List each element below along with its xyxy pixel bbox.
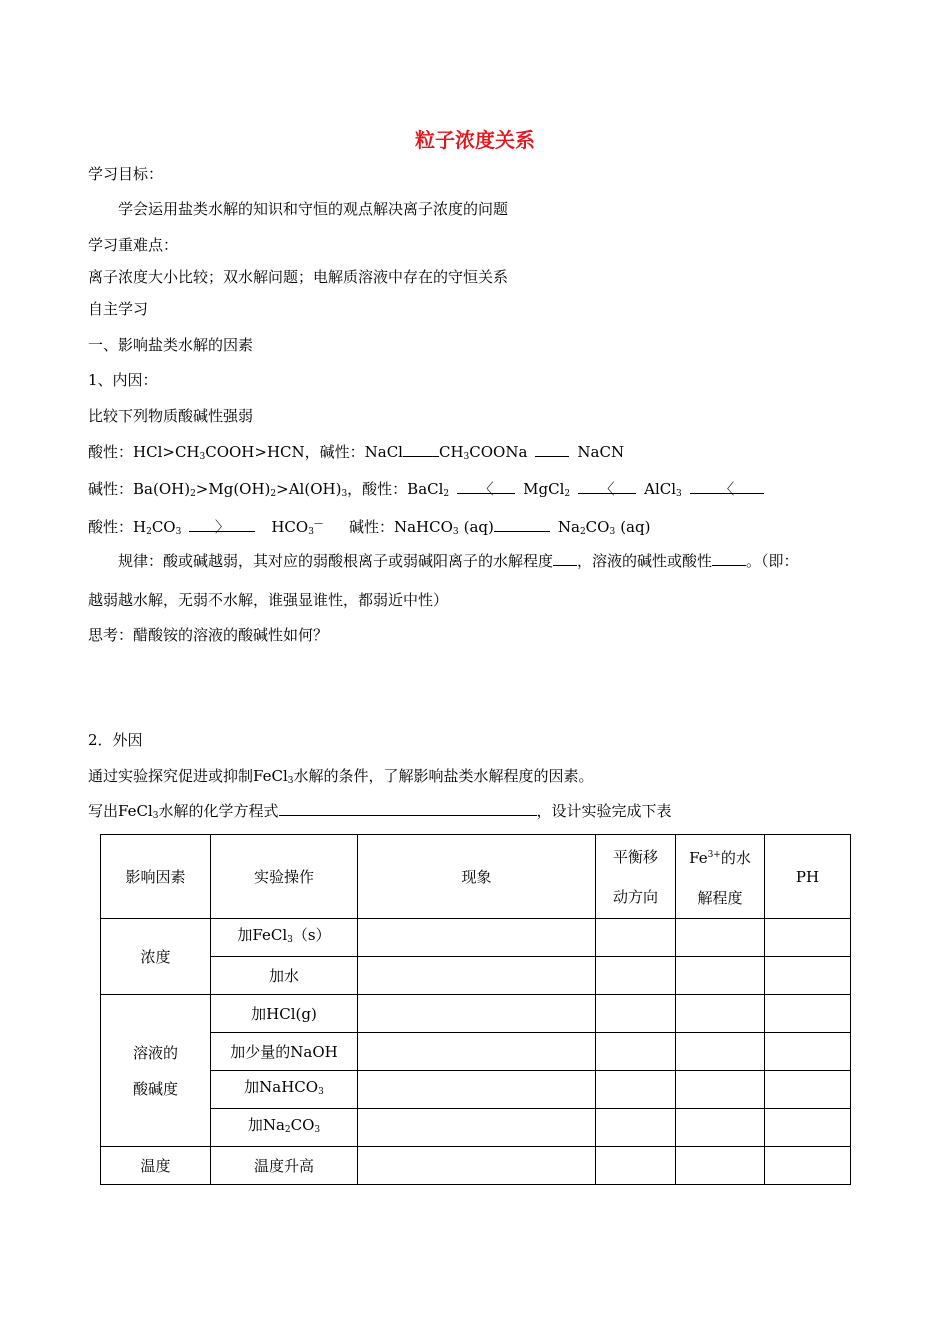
cell-ph[interactable] — [765, 919, 851, 957]
acid-order-line: 酸性：$HCl>CH_3COOH>HCN$，碱性：NaCl $CH_3COONa$ NaCN — [88, 443, 625, 462]
cell-ph[interactable] — [765, 957, 851, 995]
cell-ph[interactable] — [765, 1147, 851, 1185]
header-shift: 平衡移 动方向 — [596, 835, 676, 919]
blank-1[interactable] — [403, 442, 439, 457]
table-row — [101, 957, 851, 995]
self-study-heading: 自主学习 — [88, 300, 149, 318]
blank-2[interactable] — [535, 442, 569, 457]
blank-7[interactable] — [494, 517, 550, 532]
header-fe-hydrolysis: $Fe^{3+}$的水 解程度 — [676, 835, 765, 919]
group-concentration: 浓度 — [101, 919, 211, 995]
cell-degree[interactable] — [676, 995, 765, 1033]
group-acidity: 溶液的 酸碱度 — [101, 995, 211, 1147]
table-row — [101, 919, 851, 957]
cell-degree[interactable] — [676, 919, 765, 957]
experiment-table — [100, 834, 851, 1185]
section-1-heading: 一、影响盐类水解的因素 — [88, 336, 254, 354]
blank-5[interactable]: 〈 — [690, 479, 764, 494]
op-add-hcl: 加HCl(g) — [211, 995, 358, 1033]
cell-degree[interactable] — [676, 1071, 765, 1109]
header-phenomenon: 现象 — [358, 835, 596, 919]
cell-shift[interactable] — [596, 1033, 676, 1071]
subsection-2-heading: 2．外因 — [88, 731, 143, 749]
op-raise-temp: 温度升高 — [211, 1147, 358, 1185]
blank-3[interactable]: 〈 — [457, 479, 515, 494]
cell-ph[interactable] — [765, 1033, 851, 1071]
table-header-row — [101, 835, 851, 919]
cell-ph[interactable] — [765, 995, 851, 1033]
cell-phenomenon[interactable] — [358, 1147, 596, 1185]
goals-text: 学会运用盐类水解的知识和守恒的观点解决离子浓度的问题 — [118, 200, 509, 218]
rule-line: 规律：酸或碱越弱，其对应的弱酸根离子或弱碱阳离子的水解程度 ，溶液的碱性或酸性 。（即： — [118, 552, 799, 570]
header-operation: 实验操作 — [211, 835, 358, 919]
header-ph: PH — [765, 835, 851, 919]
op-add-fecl3: 加FeCl$_3$（s） — [211, 919, 358, 957]
cell-phenomenon[interactable] — [358, 1033, 596, 1071]
cell-phenomenon[interactable] — [358, 1071, 596, 1109]
cell-shift[interactable] — [596, 995, 676, 1033]
op-add-nahco3: 加NaHCO$_3$ — [211, 1071, 358, 1109]
equation-blank[interactable] — [279, 801, 537, 816]
write-equation-line: 写出FeCl$_3$水解的化学方程式 ，设计实验完成下表 — [88, 802, 672, 821]
rule-line-2: 越弱越水解，无弱不水解，谁强显谁性，都弱近中性） — [88, 591, 449, 609]
base-order-line: 碱性：$Ba(OH)_2>Mg(OH)_2>Al(OH)_3$，酸性：BaCl$_2$ 〈 MgCl$_2$ 〈 AlCl$_3$ 〈 — [88, 479, 764, 504]
cell-degree[interactable] — [676, 1147, 765, 1185]
blank-4[interactable]: 〈 — [578, 479, 636, 494]
subsection-1-heading: 1、内因： — [88, 371, 158, 389]
op-add-water: 加水 — [211, 957, 358, 995]
cell-shift[interactable] — [596, 919, 676, 957]
cell-ph[interactable] — [765, 1109, 851, 1147]
cell-shift[interactable] — [596, 957, 676, 995]
header-factor: 影响因素 — [101, 835, 211, 919]
cell-shift[interactable] — [596, 1109, 676, 1147]
page-title: 粒子浓度关系 — [415, 128, 535, 152]
table-row — [101, 1071, 851, 1109]
cell-phenomenon[interactable] — [358, 919, 596, 957]
op-add-na2co3: 加$Na_2CO_3$ — [211, 1109, 358, 1147]
blank-6[interactable]: 〉 — [189, 517, 255, 532]
cell-shift[interactable] — [596, 1147, 676, 1185]
cell-shift[interactable] — [596, 1071, 676, 1109]
goals-heading: 学习目标： — [88, 165, 164, 183]
op-add-naoh: 加少量的NaOH — [211, 1033, 358, 1071]
blank-8[interactable] — [553, 551, 577, 566]
key-text: 离子浓度大小比较；双水解问题；电解质溶液中存在的守恒关系 — [88, 268, 509, 286]
compare-instruction: 比较下列物质酸碱性强弱 — [88, 407, 254, 425]
cell-ph[interactable] — [765, 1071, 851, 1109]
cell-phenomenon[interactable] — [358, 995, 596, 1033]
cell-phenomenon[interactable] — [358, 957, 596, 995]
explore-text: 通过实验探究促进或抑制FeCl$_3$水解的条件，了解影响盐类水解程度的因素。 — [88, 767, 594, 786]
table-row — [101, 1147, 851, 1185]
think-question: 思考：醋酸铵的溶液的酸碱性如何？ — [88, 626, 329, 644]
key-heading: 学习重难点： — [88, 236, 179, 254]
table-row — [101, 1109, 851, 1147]
table-row — [101, 1033, 851, 1071]
cell-degree[interactable] — [676, 1033, 765, 1071]
blank-9[interactable] — [712, 551, 746, 566]
cell-phenomenon[interactable] — [358, 1109, 596, 1147]
table-row — [101, 995, 851, 1033]
cell-degree[interactable] — [676, 1109, 765, 1147]
group-temperature: 温度 — [101, 1147, 211, 1185]
carbonate-line: 酸性：$H_2CO_3$ 〉 $HCO_3^—$ 碱性：NaHCO$_3$ (aq) $Na_2CO_3$ (aq) — [88, 518, 651, 537]
cell-degree[interactable] — [676, 957, 765, 995]
